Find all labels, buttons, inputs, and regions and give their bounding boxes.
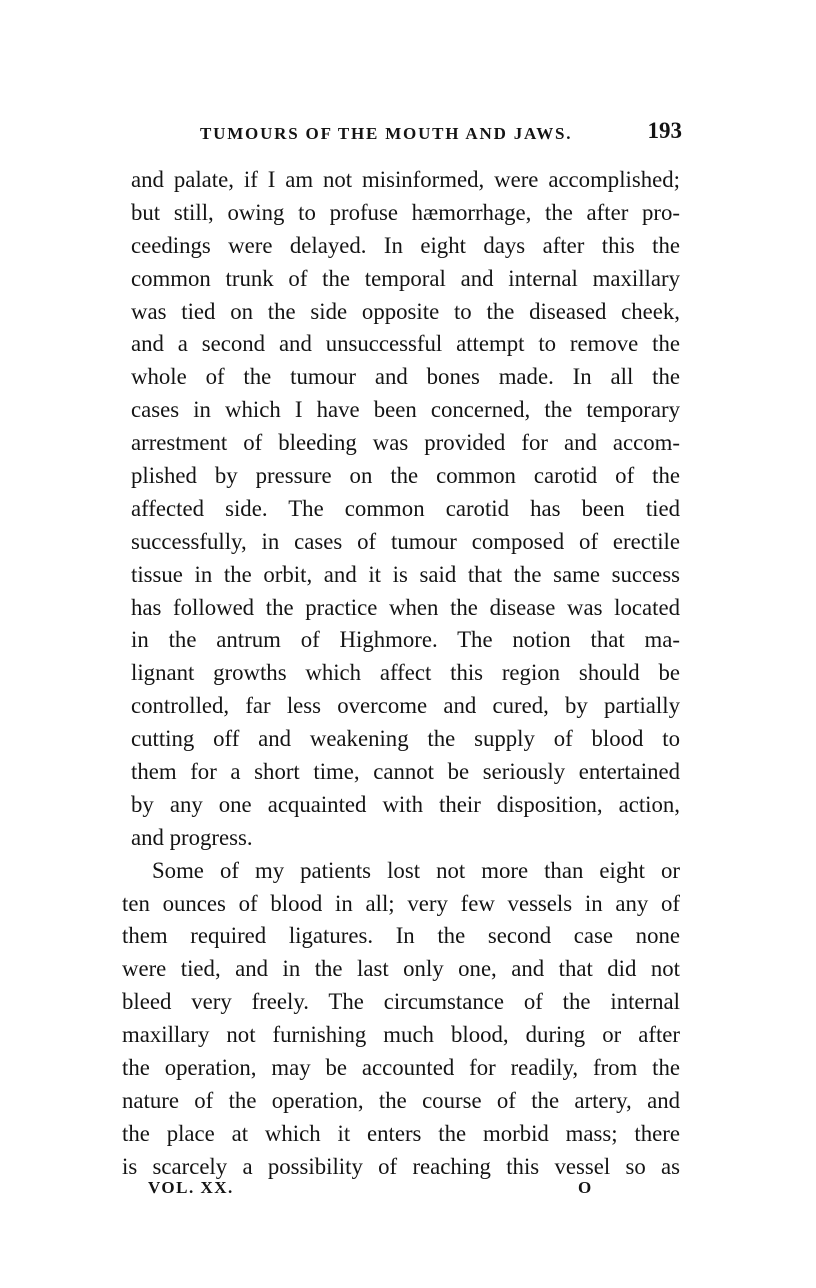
text-line: lignant growths which affect this region should be (131, 660, 680, 686)
page-footer (148, 1178, 608, 1208)
text-line: ceedings were delayed. In eight days after this the (131, 232, 680, 258)
text-line: was tied on the side opposite to the diseased cheek, (131, 298, 680, 324)
text-line: and a second and unsuccessful attempt to remove the (131, 331, 680, 357)
text-line: nature of the operation, the course of the artery, and (122, 1087, 680, 1113)
text-line: cutting off and weakening the supply of blood to (131, 726, 680, 752)
text-line: cases in which I have been concerned, the temporary (131, 397, 680, 423)
text-line: has followed the practice when the disease was located (131, 594, 680, 620)
running-title: TUMOURS OF THE MOUTH AND JAWS. (200, 124, 573, 143)
text-line: whole of the tumour and bones made. In all the (131, 364, 680, 390)
text-line: Some of my patients lost not more than eight or (152, 857, 680, 883)
text-line: bleed very freely. The circumstance of the internal (122, 989, 680, 1015)
text-line: tissue in the orbit, and it is said that the same success (131, 561, 680, 587)
text-line: in the antrum of Highmore. The notion that ma- (131, 627, 680, 653)
text-line: them for a short time, cannot be seriously entertained (131, 759, 680, 785)
paragraph-1 (120, 164, 680, 855)
text-line: and progress. (131, 824, 253, 850)
text-line: by any one acquainted with their disposition, action, (131, 791, 680, 817)
text-line: were tied, and in the last only one, and that did not (122, 956, 680, 982)
text-line: controlled, far less overcome and cured, by partially (131, 693, 680, 719)
text-line: plished by pressure on the common carotid of the (131, 463, 680, 489)
text-line: but still, owing to profuse hæmorrhage, the after pro- (131, 199, 680, 225)
volume-signature: VOL. XX. (148, 1178, 234, 1197)
text-line: the operation, may be accounted for readily, from the (122, 1055, 680, 1081)
text-line: common trunk of the temporal and internal maxillary (131, 265, 680, 291)
text-line: maxillary not furnishing much blood, during or after (122, 1022, 680, 1048)
text-line: is scarcely a possibility of reaching this vessel so as (122, 1153, 680, 1179)
text-line: them required ligatures. In the second case none (122, 923, 680, 949)
text-line: the place at which it enters the morbid mass; there (122, 1120, 680, 1146)
gathering-signature: O (578, 1178, 592, 1197)
page-number: 193 (647, 118, 682, 143)
paragraph-2 (120, 855, 680, 1184)
text-line: arrestment of bleeding was provided for and accom- (131, 430, 680, 456)
text-line: affected side. The common carotid has been tied (131, 495, 680, 521)
running-header (200, 118, 690, 148)
text-line: ten ounces of blood in all; very few vessels in any of (122, 890, 680, 916)
body-text (120, 164, 680, 1184)
text-line: and palate, if I am not misinformed, were accomplished; (131, 167, 680, 192)
text-line: successfully, in cases of tumour composed of erectile (131, 528, 680, 554)
